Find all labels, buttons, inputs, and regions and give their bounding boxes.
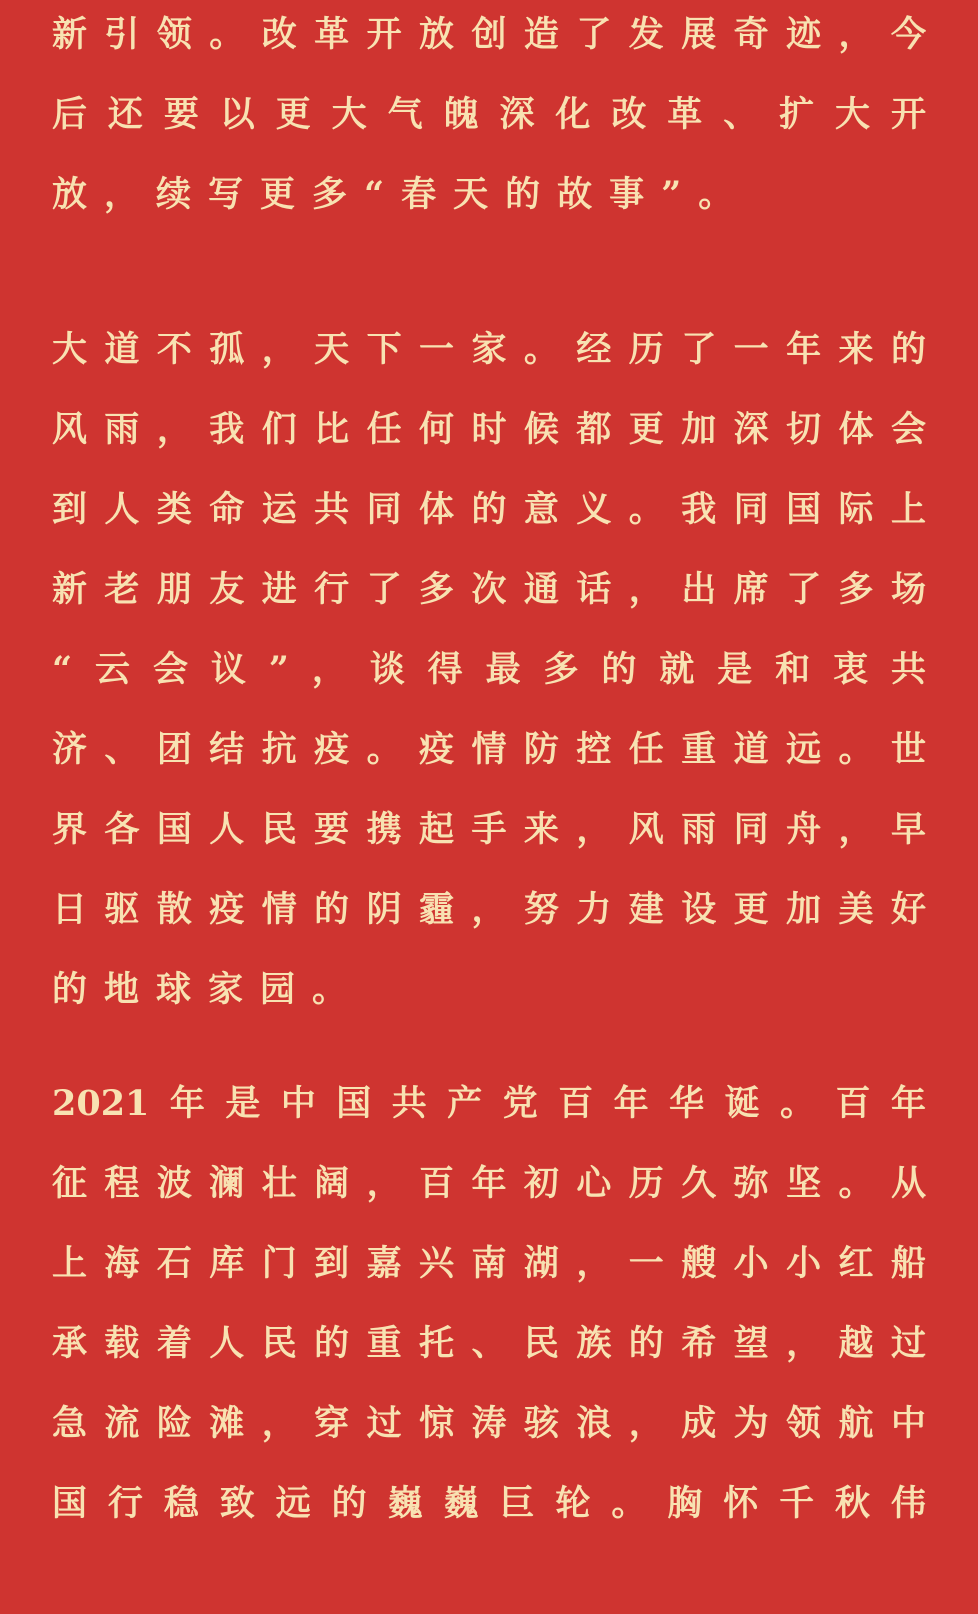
text-line: “云会议”，谈得最多的就是和衷共 (52, 649, 926, 690)
text-line: 征程波澜壮阔，百年初心历久弥坚。从 (52, 1163, 926, 1204)
text-line: 大道不孤，天下一家。经历了一年来的 (52, 329, 926, 370)
text-line: 风雨，我们比任何时候都更加深切体会 (52, 409, 926, 450)
text-line: 日驱散疫情的阴霾，努力建设更加美好 (52, 889, 926, 930)
text-line: 急流险滩，穿过惊涛骇浪，成为领航中 (52, 1403, 926, 1444)
paragraph-reform-opening (52, 0, 926, 235)
text-line: 承载着人民的重托、民族的希望，越过 (52, 1323, 926, 1364)
paragraph-party-centenary (52, 1064, 926, 1544)
text-line: 到人类命运共同体的意义。我同国际上 (52, 489, 926, 530)
text-line: 国行稳致远的巍巍巨轮。胸怀千秋伟 (52, 1483, 926, 1524)
paragraph-global-community (52, 310, 926, 1030)
text-line: 后还要以更大气魄深化改革、扩大开 (52, 94, 926, 135)
text-line: 的地球家园。 (52, 969, 365, 1010)
text-line: 新老朋友进行了多次通话，出席了多场 (52, 569, 926, 610)
text-line: 新引领。改革开放创造了发展奇迹，今 (52, 14, 926, 55)
text-line: 界各国人民要携起手来，风雨同舟，早 (52, 809, 926, 850)
text-line: 济、团结抗疫。疫情防控任重道远。世 (52, 729, 926, 770)
text-line: 放，续写更多“春天的故事”。 (52, 174, 751, 215)
text-line: 2021年是中国共产党百年华诞。百年 (52, 1083, 926, 1124)
text-line: 上海石库门到嘉兴南湖，一艘小小红船 (52, 1243, 926, 1284)
